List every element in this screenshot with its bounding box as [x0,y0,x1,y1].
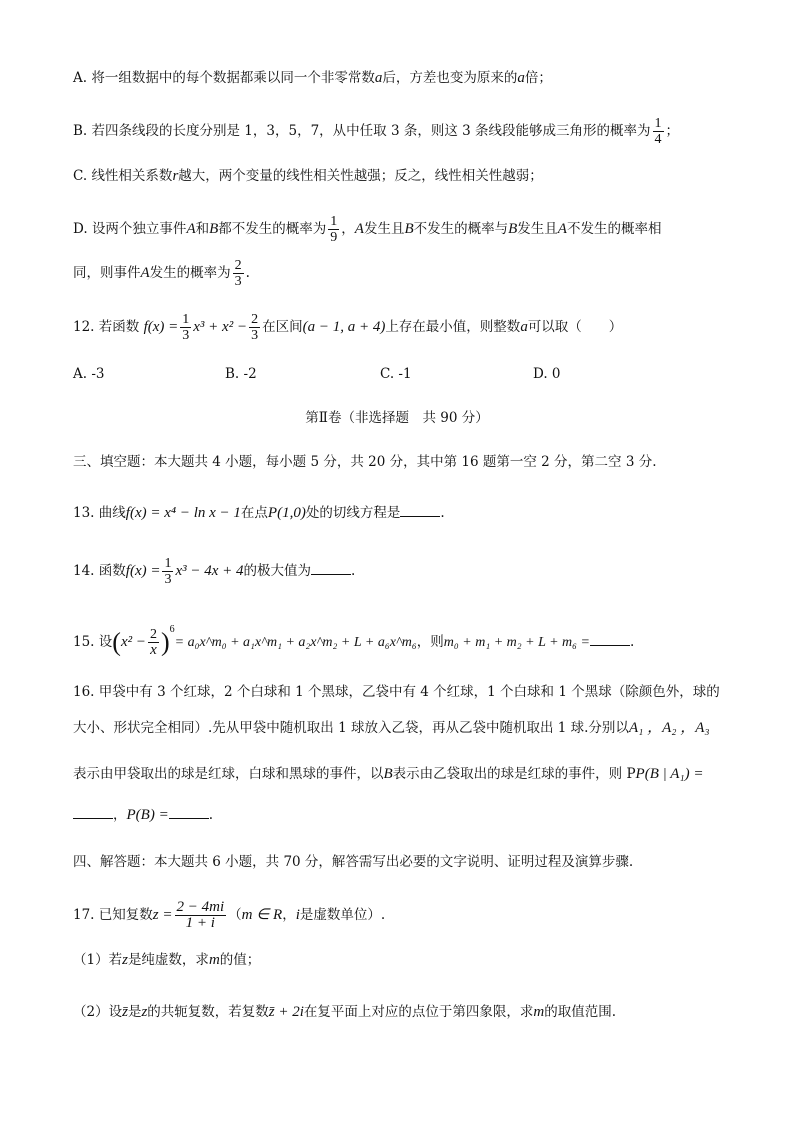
fraction-two-thirds: $\frac{2}{3}$ [234,258,242,289]
option-d: D. 设两个独立事件A和B都不发生的概率为 $\frac{1}{9}$ ，A发生且B不发生的概率与B发生且A不发生的概率相 [73,214,662,245]
q12-option-c: C. -1 [380,366,412,382]
answer-blank [400,502,440,517]
question-14: 14. 函数f(x) = $\frac{1}{3}$ x³ − 4x + 4的极大值为 . [73,556,356,587]
section-4-heading: 四、解答题：本大题共 6 小题，共 70 分，解答需写出必要的文字说明、证明过程及演算步骤. [73,854,634,870]
option-b: B. 若四条线段的长度分别是 1，3，5，7，从中任取 3 条，则这 3 条线段能够成三角形的概率为 $\frac{1}{4}$ ； [73,116,680,147]
fraction-one-third-q14: $\frac{1}{3}$ [164,556,172,587]
answer-blank [590,631,630,646]
fraction-complex: $\frac{2 - 4mi}{1 + i}$ [176,899,225,931]
question-12-options [73,364,723,384]
q12-option-b: B. -2 [225,366,257,382]
section-3-heading: 三、填空题：本大题共 4 小题，每小题 5 分，共 20 分，其中第 16 题第一空 2 分，第二空 3 分. [73,454,657,470]
answer-blank [311,560,351,575]
q12-option-d: D. 0 [533,366,561,382]
question-16-line-2: 大小、形状完全相同）.先从甲袋中随机取出 1 球放入乙袋，再从乙袋中随机取出 1 球.分别以A₁ ，A₂ ，A₃ [73,720,710,736]
answer-blank [73,804,113,819]
question-16-line-3: 表示由甲袋取出的球是红球，白球和黑球的事件，以B表示由乙袋取出的球是红球的事件，则 PP(B | A₁) = [73,766,704,782]
q12-option-a: A. -3 [73,366,105,382]
fraction-two-thirds-b: $\frac{2}{3}$ [251,312,259,343]
fraction-one-ninth: $\frac{1}{9}$ [330,214,338,245]
question-12: 12. 若函数 f(x) = $\frac{1}{3}$ x³ + x² − $\frac{2}{3}$ 在区间(a − 1, a + 4)上存在最小值，则整数a可以取（ ） [73,312,623,343]
fraction-one-third: $\frac{1}{3}$ [182,312,190,343]
fraction-two-over-x: $\frac{2}{x}$ [149,627,157,658]
question-17: 17. 已知复数z = $\frac{2 - 4mi}{1 + i}$ （m ∈ R，i是虚数单位）. [73,899,386,931]
question-17-part-1: （1）若z是纯虚数，求m的值； [73,952,261,968]
option-a: A. 将一组数据中的每个数据都乘以同一个非零常数a后，方差也变为原来的a倍； [73,70,552,86]
part-2-title: 第Ⅱ卷（非选择题 共 90 分） [305,410,489,426]
question-17-part-2: （2）设z̄是z的共轭复数，若复数z̄ + 2i在复平面上对应的点位于第四象限，求m的取值范围. [73,1004,617,1020]
question-16-line-1: 16. 甲袋中有 3 个红球，2 个白球和 1 个黑球，乙袋中有 4 个红球，1 个白球和 1 个黑球（除颜色外，球的 [73,684,720,700]
question-13: 13. 曲线f(x) = x⁴ − ln x − 1在点P(1,0)处的切线方程是 . [73,502,445,523]
question-15: 15. 设(x² − $\frac{2}{x}$ )$^6$= a₀x^m₀ + a₁x^m₁ + a₂x^m₂ + L + a₆x^m₆，则m₀ + m₁ + m₂ + L + m₆ = . [73,624,635,658]
fraction-one-quarter: $\frac{1}{4}$ [654,116,662,147]
question-16-line-4: ，P(B) = . [73,804,213,825]
option-d-continued: 同，则事件A发生的概率为 $\frac{2}{3}$ . [73,258,250,289]
answer-blank [169,804,209,819]
option-c: C. 线性相关系数r越大，两个变量的线性相关性越强；反之，线性相关性越弱； [73,168,543,184]
